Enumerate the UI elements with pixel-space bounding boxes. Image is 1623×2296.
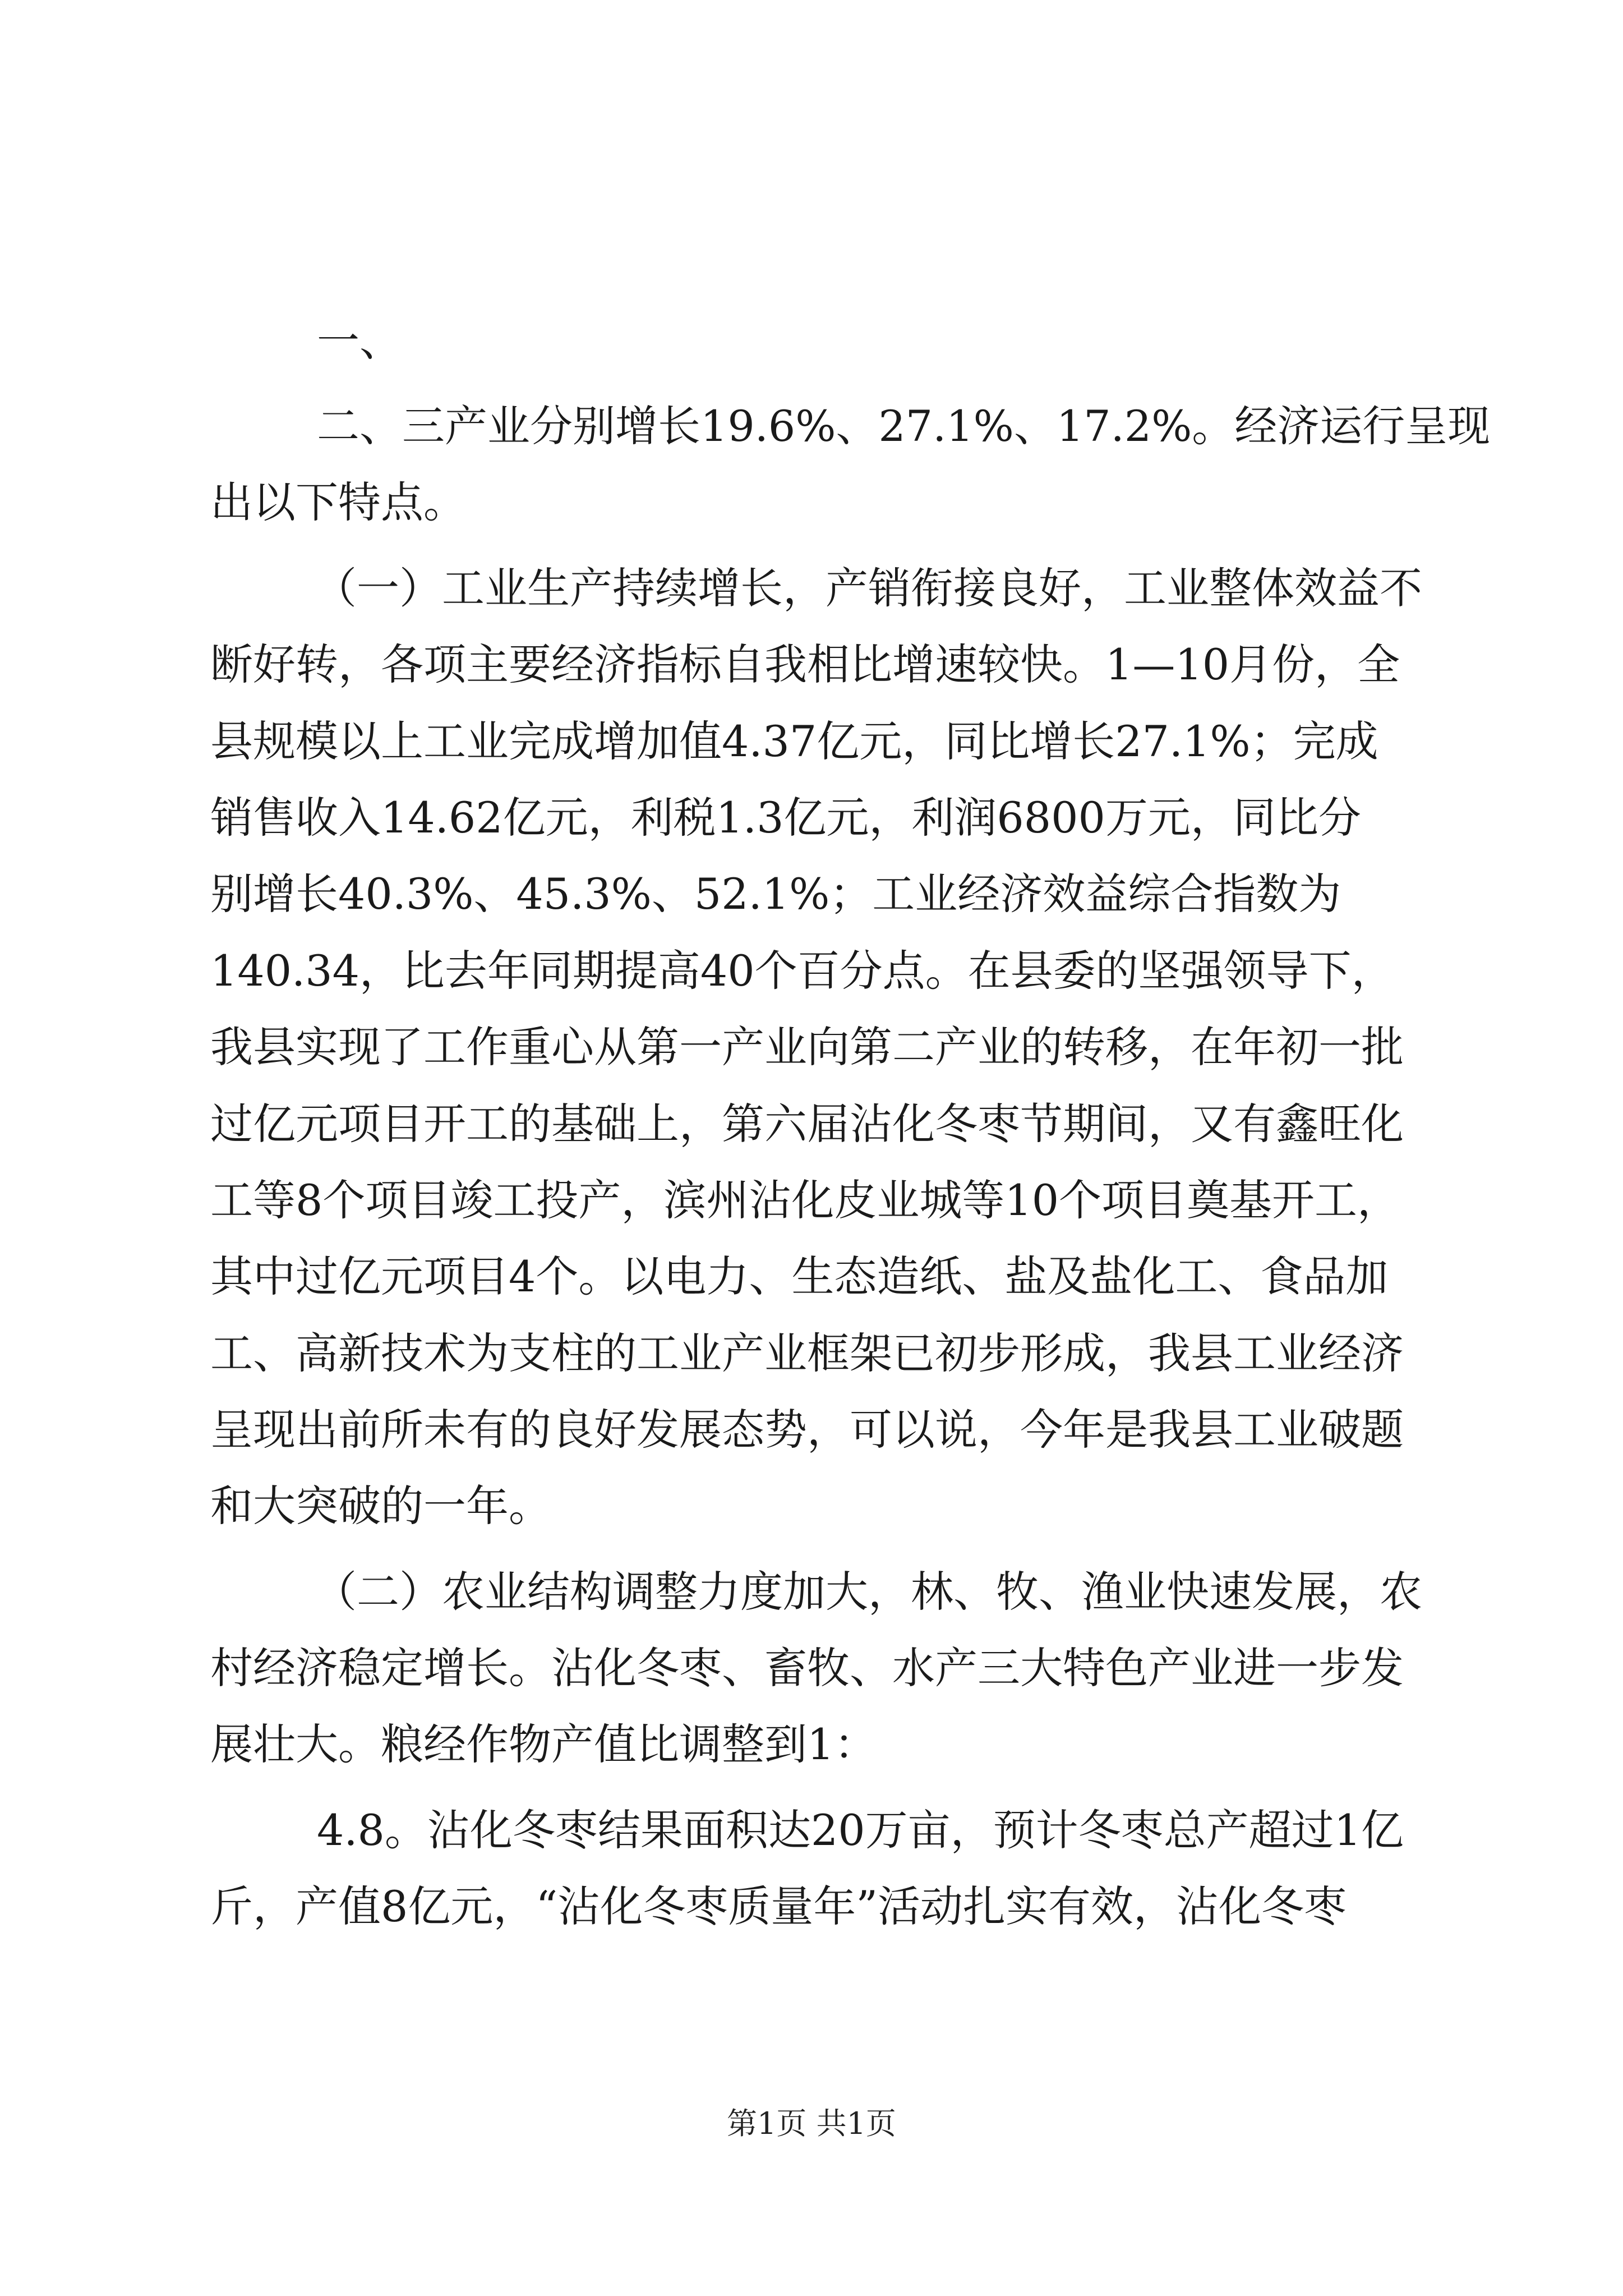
text-line: 销售收入14.62亿元，利税1.3亿元，利润6800万元，同比分 <box>210 793 1361 843</box>
page-footer: 第1页 共1页 <box>727 2106 896 2141</box>
text-line: 工等8个项目竣工投产，滨州沾化皮业城等10个项目奠基开工， <box>210 1175 1400 1225</box>
text-line: 呈现出前所未有的良好发展态势，可以说，今年是我县工业破题 <box>210 1405 1404 1455</box>
text-line: 断好转，各项主要经济指标自我相比增速较快。1—10月份，全 <box>210 639 1400 689</box>
text-line: （一）工业生产持续增长，产销衔接良好，工业整体效益不 <box>314 563 1422 613</box>
text-line: 一、 <box>317 316 402 366</box>
text-line: 4.8。沾化冬枣结果面积达20万亩，预计冬枣总产超过1亿 <box>317 1805 1404 1855</box>
text-line: 我县实现了工作重心从第一产业向第二产业的转移，在年初一批 <box>210 1022 1404 1072</box>
text-line: 其中过亿元项目4个。以电力、生态造纸、盐及盐化工、食品加 <box>210 1251 1389 1301</box>
text-line: 村经济稳定增长。沾化冬枣、畜牧、水产三大特色产业进一步发 <box>210 1643 1404 1693</box>
text-line: 别增长40.3%、45.3%、52.1%；工业经济效益综合指数为 <box>210 869 1341 919</box>
text-line: 140.34，比去年同期提高40个百分点。在县委的坚强领导下， <box>210 946 1394 996</box>
text-line: 出以下特点。 <box>210 477 466 527</box>
text-line: （二）农业结构调整力度加大，林、牧、渔业快速发展，农 <box>314 1567 1422 1617</box>
text-line: 过亿元项目开工的基础上，第六届沾化冬枣节期间，又有鑫旺化 <box>210 1099 1404 1149</box>
text-line: 工、高新技术为支柱的工业产业框架已初步形成，我县工业经济 <box>210 1328 1404 1378</box>
text-line: 展壮大。粮经作物产值比调整到1： <box>210 1719 877 1769</box>
text-line: 斤，产值8亿元，“沾化冬枣质量年”活动扎实有效，沾化冬枣 <box>210 1881 1347 1931</box>
text-line: 和大突破的一年。 <box>210 1481 551 1531</box>
text-line: 二、三产业分别增长19.6%、27.1%、17.2%。经济运行呈现 <box>317 401 1491 451</box>
text-line: 县规模以上工业完成增加值4.37亿元，同比增长27.1%；完成 <box>210 716 1378 766</box>
